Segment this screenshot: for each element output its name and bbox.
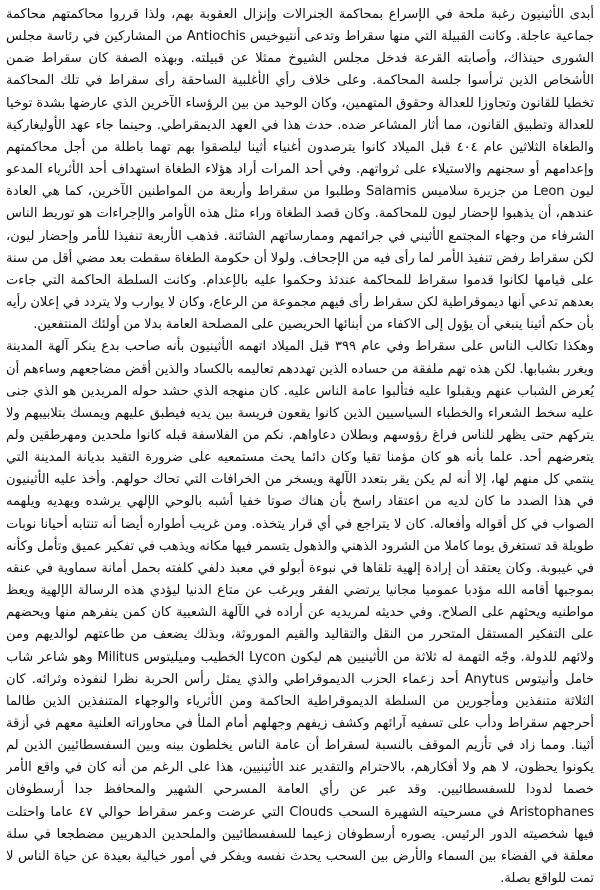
paragraph-1: أبدى الأثينيون رغبة ملحة في الإسراع بمحاكمة الجنرالات وإنزال العقوبة بهم، ولذا قرروا محاكمتهم محاكمة جماعية عاجلة. وكانت القبيلة التي منها سقراط وتدعى أنتيوخيس Antiochis من المشاركين في رئاسة مجلس الشورى حينذاك، وأصابته القرعة فدخل مجلس الشيوخ ممثلا عن قبيلته. وبهذه الصفة كان سقراط ضمن الأشخاص الذين ترأسوا جلسة المحاكمة. وعلى خلاف رأي الأغلبية الساحقة رأى سقراط في تلك المحاكمة تخطيا للقانون وتجاوزا للعدالة وحقوق المتهمين، وكان الوحيد من بين الرؤساء الآخرين الذي عارضها بشدة توخيا للعدالة وتطبيق القانون، مما أثار المشاعر ضده. حدث هذا في العهد الديمقراطي. وحينما جاء عهد الأوليغاركية والطغاة الثلاثين عام ٤٠٤ قبل الميلاد كانوا يترصدون أغنياء أثينا ليلصقوا بهم تهما باطلة من أجل محاكمتهم وإعدامهم أو سجنهم والاستيلاء على ثرواتهم. وفي أحد المرات أراد هؤلاء الطغاة استهداف أحد الأثرياء المدعو ليون Leon من جزيرة سلاميس Salamis وطلبوا من سقراط وأربعة من المواطنين الآخرين، كما هي العادة عندهم، أن يذهبوا لإحضار ليون للمحاكمة. وكان قصد الطغاة وراء مثل هذه الأوامر والإجراءات هو توريط الناس الشرفاء من وجهاء المجتمع الأثيني في جرائمهم وممارساتهم الشائنة. فذهب الأربعة تنفيذا للأمر وإحضار ليون، لكن سقراط رفض تنفيذ الأمر لما رأى فيه من الإجحاف. ولولا أن حكومة الطغاة سقطت بعد مضي أقل من سنة على قيامها لكانوا قدموا سقراط للمحاكمة عندئذ وحكموا عليه بالإعدام. وكانت السلطة الحاكمة التي جاءت بعدهم تدعي أنها ديموقراطية لكن سقراط رأى فيهم مجموعة من الرعاع، وكان لا يوارب ولا يتردد في إعلان رأيه بأن حكم أثينا ينبغي أن يؤول إلى الاكفاء من أبنائها الحريصين على المصلحة العامة بدلا من أولئك المنتفعين. (6, 7, 594, 333)
document-page (6, 4, 594, 886)
paragraph-2: وهكذا تكالب الناس على سقراط وفي عام ٣٩٩ قبل الميلاد اتهمه الأثينيون بأنه صاحب بدع ينكر آلهة المدينة ويغرر بشبابها. لكن هذه تهم ملفقة من حساده الذين تهددهم تعاليمه بالكساد والذين أقض مضاجعهم وساءهم أن يُعرض الشباب عنهم ويقبلوا عليه فتألبوا عامة الناس عليه. كان منهجه الذي حشد حوله المريدين هو الذي جنى عليه سخط الشعراء والخطباء السياسيين الذين كانوا يقعون فريسة بين يديه فيطبق عليهم ويمسك بتلابيبهم ولا يتركهم حتى يظهر للناس فراغ رؤوسهم وبطلان دعاواهم. نكم من الفلاسفة قبله كانوا ملحدين ومهرطقين ولم يتعرضهم أحد. علما بأنه هو كان مؤمنا تقيا وكان دائما يحث مستمعيه على ضرورة التقيد بديانة المدينة التي ينتمي كل منهم لها، إلا أنه لم يكن يقر بتعدد الآلهة ويسخر من الخرافات التي تحاك حولهم. وأخذ عليه الأثينيون في هذا الصدد ما كان لديه من اعتقاد راسخ بأن هناك صوتا خفيا أشبه بالوحي الإلهي يرشده ويهديه ويلهمه الصواب في كل أقواله وأفعاله. كان لا يتراجع في أي قرار يتخذه. ومن غريب أطواره أيضا أنه تنتابه أحيانا نوبات طويلة قد تستغرق يوما كاملا من الشرود الذهني والذهول يتسمر فيها مكانه ويذهب في تفكير عميق وتأمل وكأنه في غيبوبة. وكان يعتقد أن إرادة إلهية تلقاها في نبوءة أبولو في معبد دلفي كلفته بحمل أمانة سماوية في عنقه بموجبها أقامه الله مؤدبا عموميا مجانيا يرتضي الفقر ويرغب عن متاع الدنيا ليؤدي هذه الرسالة الإلهية ويعظ مواطنيه ويحثهم على الصلاح. وفي حديثه لمريديه عن أراده في الآلهة الشعبية كان كمن ينفرهم منها ويحضهم على التفكير المستقل المتحرر من النقل والتقاليد والقيم الموروثة، وبذلك يضعف من طاعتهم لوالديهم ومن ولائهم للدولة. وجّه التهمة له ثلاثة من الأثينيين هم ليكون Lycon الخطيب وميليتوس Militus وهو شاعر شاب خامل وأنيتوس Anytus أحد زعماء الحزب الديموقراطي والذي يمثل رأس الحربة نظرا لنفوذه وثرائه. كان الثلاثة متنفذين ومأجورين من السلطة الديموقراطية الحاكمة ومن الأثرياء والوجهاء المتنفذين الذين طالما أحرجهم سقراط ودأب على تسفيه آرائهم وكشف زيفهم وجهلهم أمام الملأ في محاوراته العلنية معهم في أزقة أثينا. ومما زاد في تأزيم الموقف بالنسبة لسقراط أن عامة الناس يخلطون بينه وبين السفسطائيين الذين لم يكونوا يحظون، لا هم ولا أفكارهم، بالاحترام والتقدير عند الأثينيين، هذا على الرغم من أنه كان في واقع الأمر خصما لدودا للسفسطائيين. وقد عبر عن رأي العامة المسرحي الشهير والمحافظ جدا أرسطوفان Aristophanes في مسرحيته الشهيرة السحب Clouds التي عرضت وعمر سقراط حوالي ٤٧ عاما واحتلت فيها شخصيته الدور الرئيس. يصوره أرسطوفان زعيما للسفسطائيين والملحدين الدهريين مضطجعا في سلة معلقة في الفضاء بين السماء والأرض بين السحب يحدث نفسه ويفكر في أمور خيالية بعيدة عن حياة الناس لا تمت للواقع بصلة. (6, 339, 594, 886)
